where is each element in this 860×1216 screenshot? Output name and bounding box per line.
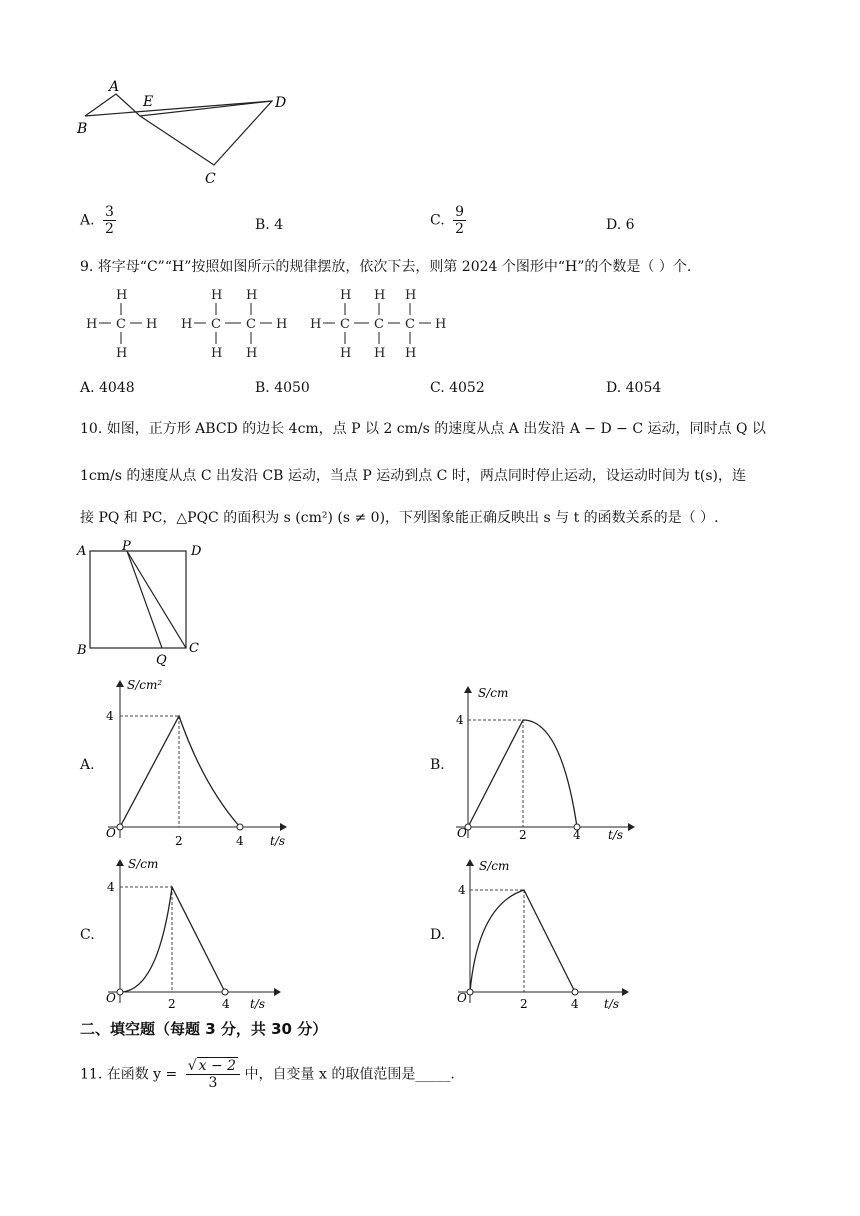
graph-b-xlabel: t/s — [608, 828, 624, 842]
q9-option-b[interactable]: B. 4050 — [255, 380, 310, 396]
svg-text:C: C — [246, 317, 256, 332]
svg-text:H: H — [405, 288, 417, 303]
sqrt-content: x − 2 — [198, 1058, 237, 1074]
graph-b-ytick: 4 — [456, 713, 464, 727]
sq-label-d: D — [191, 544, 202, 559]
q11-prefix: 11. 在函数 y = — [80, 1066, 178, 1083]
sq-label-p: P — [122, 539, 131, 554]
svg-text:C: C — [405, 317, 415, 332]
section-heading: 二、填空题（每题 3 分，共 30 分） — [80, 1020, 328, 1038]
label-a: A — [109, 79, 120, 95]
fraction: $\frac{9}{2}$ — [455, 204, 465, 238]
svg-text:H: H — [435, 317, 447, 332]
graph-b-xtick-2: 2 — [519, 828, 527, 842]
graph-d-xtick-2: 2 — [520, 997, 528, 1011]
svg-text:C: C — [374, 317, 384, 332]
q10-option-b[interactable]: B. — [430, 757, 445, 773]
graph-d[interactable] — [448, 850, 648, 1020]
q8-triangle-figure — [0, 0, 860, 200]
fraction: $\frac{3}{2}$ — [105, 204, 114, 238]
svg-text:H: H — [116, 346, 128, 361]
graph-c-xlabel: t/s — [250, 997, 266, 1011]
sq-label-a: A — [77, 544, 87, 559]
svg-text:H: H — [146, 317, 158, 332]
q10-option-a[interactable]: A. — [80, 757, 95, 773]
q10-text-line2: 1cm/s 的速度从点 C 出发沿 CB 运动，当点 P 运动到点 C 时，两点同时停止运动，设运动时间为 t(s)，连 — [80, 468, 747, 484]
graph-a-xlabel: t/s — [270, 834, 286, 848]
svg-text:H: H — [211, 346, 223, 361]
sq-label-c: C — [189, 641, 199, 656]
q8-option-d[interactable]: D. 6 — [606, 217, 635, 233]
graph-a[interactable] — [98, 675, 298, 848]
q10-square-figure — [0, 540, 860, 670]
sq-label-q: Q — [156, 653, 167, 668]
sqrt-symbol: √ — [187, 1058, 197, 1074]
q8-option-a[interactable] — [80, 204, 116, 237]
graph-c[interactable] — [98, 850, 298, 1020]
svg-text:H: H — [310, 317, 322, 332]
q10-option-d[interactable]: D. — [430, 927, 446, 943]
svg-text:H: H — [374, 288, 386, 303]
graph-c-xtick-4: 4 — [222, 997, 230, 1011]
label-c: C — [205, 171, 216, 187]
graph-b-origin: O — [457, 826, 467, 840]
graph-a-ytick: 4 — [106, 709, 114, 723]
q10-option-c[interactable]: C. — [80, 927, 95, 943]
svg-text:H: H — [181, 317, 193, 332]
svg-text:H: H — [116, 288, 128, 303]
svg-text:H: H — [246, 346, 258, 361]
svg-text:H: H — [405, 346, 417, 361]
graph-d-xtick-4: 4 — [571, 997, 579, 1011]
graph-c-origin: O — [106, 991, 116, 1005]
svg-text:H: H — [340, 288, 352, 303]
label-e: E — [143, 94, 154, 110]
svg-text:H: H — [246, 288, 258, 303]
sq-label-b: B — [77, 643, 87, 658]
graph-a-origin: O — [106, 826, 116, 840]
q8-option-b[interactable]: B. 4 — [255, 217, 284, 233]
q11-den: 3 — [208, 1075, 218, 1092]
q9-option-a[interactable]: A. 4048 — [80, 380, 135, 396]
graph-a-ylabel: S/cm² — [127, 678, 163, 692]
svg-text:C: C — [340, 317, 350, 332]
svg-text:H: H — [211, 288, 223, 303]
graph-a-xtick-4: 4 — [236, 834, 244, 848]
q10-text-line3: 接 PQ 和 PC，△PQC 的面积为 s (cm²) (s ≠ 0)，下列图象能正确反映出 s 与 t 的函数关系的是（ ）. — [80, 510, 719, 526]
q10-text-line1: 10. 如图，正方形 ABCD 的边长 4cm，点 P 以 2 cm/s 的速度从点 A 出发沿 A − D − C 运动，同时点 Q 以 — [80, 421, 766, 437]
graph-b-xtick-4: 4 — [573, 828, 581, 842]
graph-b-ylabel: S/cm — [478, 686, 509, 700]
option-label: C. — [430, 212, 445, 229]
svg-text:H: H — [86, 317, 98, 332]
graph-d-ytick: 4 — [458, 883, 466, 897]
svg-text:H: H — [374, 346, 386, 361]
graph-d-origin: O — [457, 991, 467, 1005]
label-b: B — [77, 121, 88, 137]
q11-suffix: 中，自变量 x 的取值范围是_____. — [244, 1066, 455, 1083]
graph-c-ytick: 4 — [107, 880, 115, 894]
graph-d-ylabel: S/cm — [479, 859, 510, 873]
q8-option-c[interactable] — [430, 204, 466, 237]
q9-option-d[interactable]: D. 4054 — [606, 380, 662, 396]
svg-text:C: C — [116, 317, 126, 332]
graph-c-xtick-2: 2 — [168, 997, 176, 1011]
svg-text:H: H — [276, 317, 288, 332]
svg-text:H: H — [340, 346, 352, 361]
graph-d-xlabel: t/s — [604, 997, 620, 1011]
q11-fraction — [186, 1058, 240, 1091]
graph-c-ylabel: S/cm — [128, 857, 159, 871]
label-d: D — [275, 95, 287, 111]
graph-a-xtick-2: 2 — [175, 834, 183, 848]
q9-option-c[interactable]: C. 4052 — [430, 380, 485, 396]
q9-molecule-figures — [0, 285, 860, 365]
graph-b[interactable] — [446, 675, 646, 845]
svg-text:C: C — [211, 317, 221, 332]
option-label: A. — [80, 212, 95, 229]
q11-question — [80, 1058, 455, 1091]
q9-question-text: 9. 将字母“C”“H”按照如图所示的规律摆放，依次下去，则第 2024 个图形中“H”的个数是（ ）个. — [80, 259, 692, 275]
